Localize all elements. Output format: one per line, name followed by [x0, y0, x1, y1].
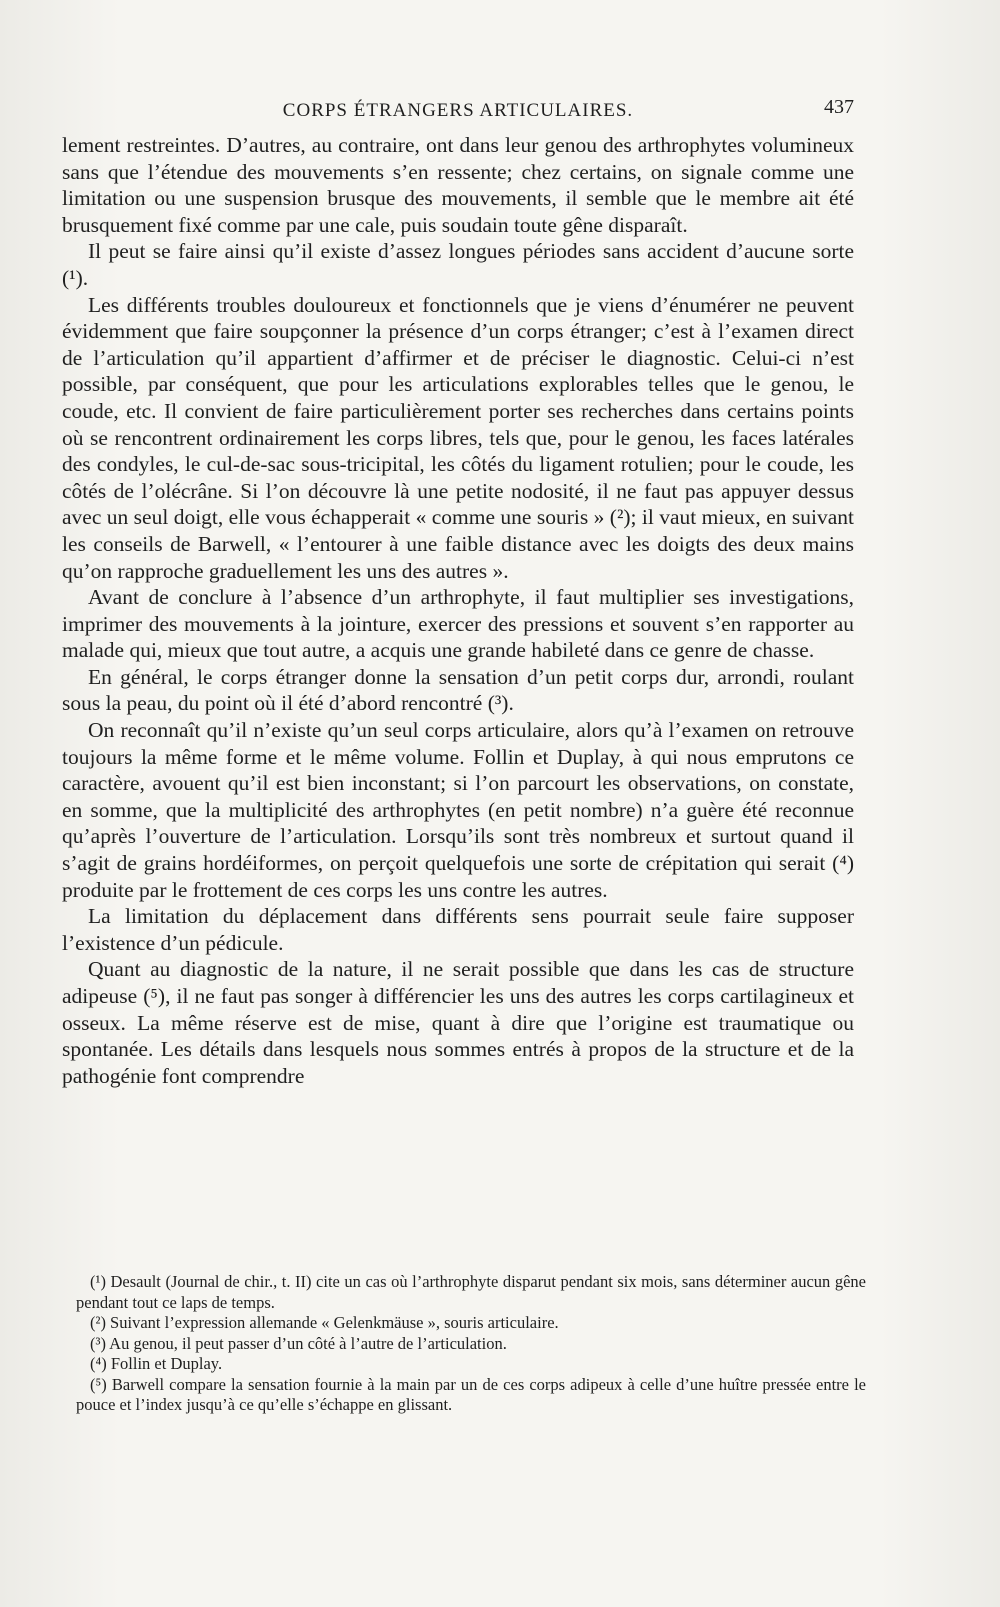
footnote: (⁴) Follin et Duplay. [90, 1354, 223, 1373]
main-text [62, 132, 854, 1089]
footnote: (²) Suivant l’expression allemande « Gelenkmäuse », souris articulaire. [90, 1313, 559, 1332]
paragraph: lement restreintes. D’autres, au contraire, ont dans leur genou des arthrophytes volumineux sans que l’étendue des mouvements s’en ressente; chez certains, on signale comme une limitation ou une suspension brusque des mouvements, il semble que le membre ait été brusquement fixé comme par une cale, puis soudain toute gêne disparaît. [62, 133, 854, 237]
running-title: CORPS ÉTRANGERS ARTICULAIRES. [282, 100, 634, 121]
footnote: (³) Au genou, il peut passer d’un côté à l’autre de l’articulation. [90, 1333, 507, 1353]
paragraph: Quant au diagnostic de la nature, il ne serait possible que dans les cas de structure adipeuse (⁵), il ne faut pas songer à différencier les uns des autres les corps cartilagineux et osseux. La même réserve est de mise, quant à dire que l’origine est traumatique ou spontanée. Les détails dans lesquels nous sommes entrés à propos de la structure et de la pathogénie font comprendre [62, 957, 854, 1088]
paragraph: Avant de conclure à l’absence d’un arthrophyte, il faut multiplier ses investigations, imprimer des mouvements à la jointure, exercer des pressions et souvent s’en rapporter au malade qui, mieux que tout autre, a acquis une grande habileté dans ce genre de chasse. [62, 585, 854, 663]
paragraph: En général, le corps étranger donne la sensation d’un petit corps dur, arrondi, roulant sous la peau, du point où il été d’abord rencontré (³). [62, 664, 854, 716]
paragraph: La limitation du déplacement dans différents sens pourrait seule faire supposer l’existence d’un pédicule. [62, 904, 854, 955]
footnotes [76, 1272, 866, 1416]
footnote: (⁵) Barwell compare la sensation fournie à la main par un de ces corps adipeux à celle d’une huître pressée entre le pouce et l’index jusqu’à ce qu’elle s’échappe en glissant. [76, 1374, 866, 1414]
paragraph: On reconnaît qu’il n’existe qu’un seul corps articulaire, alors qu’à l’examen on retrouve toujours la même forme et le même volume. Follin et Duplay, à qui nous emprutons ce caractère, avouent qu’il est bien inconstant; si l’on parcourt les observations, on constate, en somme, que la multiplicité des arthrophytes (en petit nombre) n’a guère été reconnue qu’après l’ouverture de l’articulation. Lorsqu’ils sont très nombreux et surtout quand il s’agit de grains hordéiformes, on perçoit quelquefois une sorte de crépitation qui serait (⁴) produite par le frottement de ces corps les uns contre les autres. [62, 718, 854, 902]
paragraph: Il peut se faire ainsi qu’il existe d’assez longues périodes sans accident d’aucune sorte (¹). [62, 239, 854, 290]
page-number: 437 [824, 96, 854, 118]
page-header [62, 96, 854, 126]
footnote: (¹) Desault (Journal de chir., t. II) cite un cas où l’arthrophyte disparut pendant six mois, sans déterminer aucun gêne pendant tout ce laps de temps. [76, 1272, 866, 1312]
paragraph: Les différents troubles douloureux et fonctionnels que je viens d’énumérer ne peuvent évidemment que faire soupçonner la présence d’un corps étranger; c’est à l’examen direct de l’articulation qu’il appartient d’affirmer et de préciser le diagnostic. Celui-ci n’est possible, par conséquent, que pour les articulations explorables telles que le genou, le coude, etc. Il convient de faire particulièrement porter ses recherches dans certains points où se rencontrent ordinairement les corps libres, tels que, pour le genou, les faces latérales des condyles, le cul-de-sac sous-tricipital, les côtés du ligament rotulien; pour le coude, les côtés de l’olécrâne. Si l’on découvre là une petite nodosité, il ne faut pas appuyer dessus avec un seul doigt, elle vous échapperait « comme une souris » (²); il vaut mieux, en suivant les conseils de Barwell, « l’entourer à une faible distance avec les doigts des deux mains qu’on rapproche graduellement les uns des autres ». [62, 292, 854, 583]
